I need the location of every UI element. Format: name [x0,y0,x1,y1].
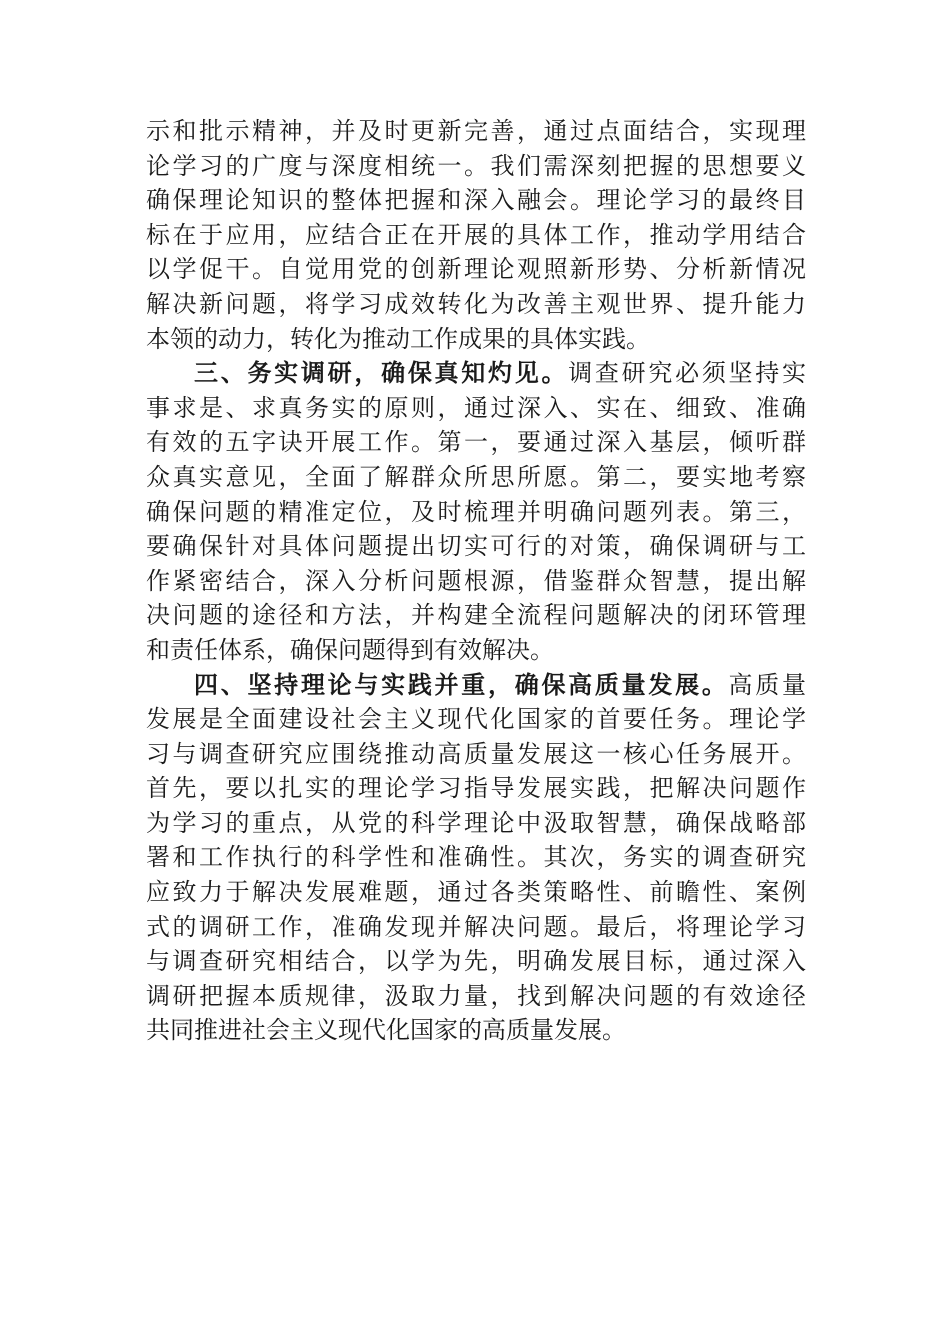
section-heading: 三、务实调研，确保真知灼见。 [194,359,569,388]
paragraph-line: 和责任体系，确保问题得到有效解决。 [146,635,554,664]
paragraph-first-line [146,668,806,703]
paragraph-first-line [146,356,806,391]
paragraph-1 [146,114,806,356]
paragraph-line: 解决新问题，将学习成效转化为改善主观世界、提升能力 [146,289,806,318]
paragraph-line: 发展是全面建设社会主义现代化国家的首要任务。理论学 [146,705,806,734]
paragraph-line: 首先，要以扎实的理论学习指导发展实践，把解决问题作 [146,774,806,803]
paragraph-line: 与调查研究相结合，以学为先，明确发展目标，通过深入 [146,947,806,976]
paragraph-line: 有效的五字诀开展工作。第一，要通过深入基层，倾听群 [146,428,806,457]
paragraph-2 [146,356,806,667]
paragraph-line: 事求是、求真务实的原则，通过深入、实在、细致、准确 [146,393,806,422]
paragraph-line: 式的调研工作，准确发现并解决问题。最后，将理论学习 [146,912,806,941]
paragraph-line: 标在于应用，应结合正在开展的具体工作，推动学用结合 [146,220,806,249]
paragraph-text: 高质量 [728,670,807,699]
paragraph-line: 以学促干。自觉用党的创新理论观照新形势、分析新情况 [146,255,806,284]
paragraph-line: 论学习的广度与深度相统一。我们需深刻把握的思想要义 [146,151,806,180]
paragraph-line: 署和工作执行的科学性和准确性。其次，务实的调查研究 [146,843,806,872]
document-body [146,114,806,1048]
paragraph-line: 调研把握本质规律，汲取力量，找到解决问题的有效途径 [146,981,806,1010]
paragraph-line: 应致力于解决发展难题，通过各类策略性、前瞻性、案例 [146,878,806,907]
paragraph-3 [146,668,806,1049]
paragraph-line: 要确保针对具体问题提出切实可行的对策，确保调研与工 [146,532,806,561]
section-heading: 四、坚持理论与实践并重，确保高质量发展。 [194,670,729,699]
paragraph-line: 为学习的重点，从党的科学理论中汲取智慧，确保战略部 [146,808,806,837]
paragraph-line: 众真实意见，全面了解群众所思所愿。第二，要实地考察 [146,462,806,491]
paragraph-line: 决问题的途径和方法，并构建全流程问题解决的闭环管理 [146,601,806,630]
paragraph-text: 调查研究必须坚持实 [568,359,807,388]
paragraph-line: 示和批示精神，并及时更新完善，通过点面结合，实现理 [146,117,806,145]
paragraph-line: 本领的动力，转化为推动工作成果的具体实践。 [146,324,650,353]
paragraph-line: 习与调查研究应围绕推动高质量发展这一核心任务展开。 [146,739,806,768]
paragraph-line: 确保问题的精准定位，及时梳理并明确问题列表。第三， [146,497,806,526]
paragraph-line: 确保理论知识的整体把握和深入融会。理论学习的最终目 [146,186,806,215]
paragraph-line: 共同推进社会主义现代化国家的高质量发展。 [146,1016,626,1045]
paragraph-line: 作紧密结合，深入分析问题根源，借鉴群众智慧，提出解 [146,566,806,595]
